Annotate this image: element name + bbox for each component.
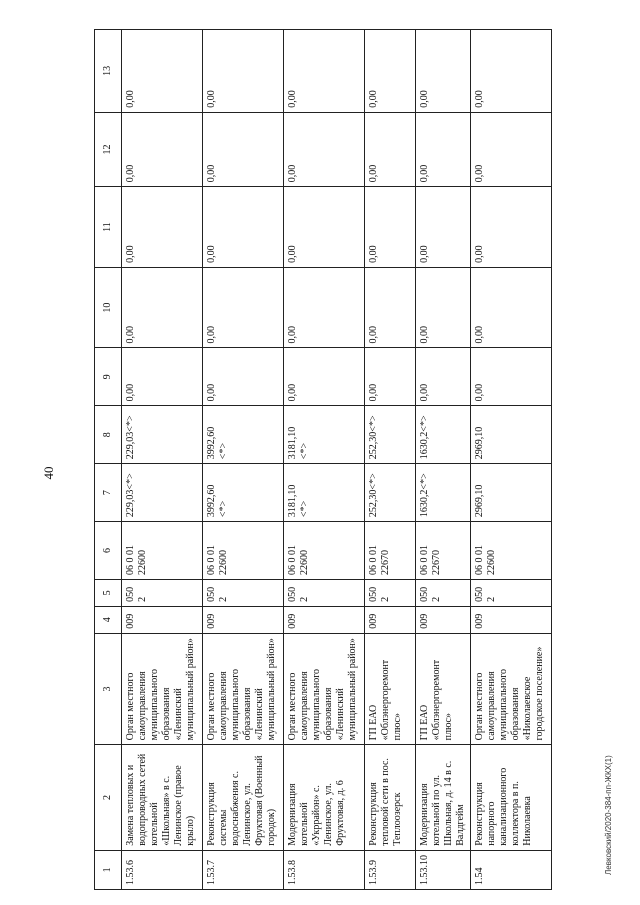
cell-item-number: 1.53.8 [284, 850, 365, 889]
table-row [284, 30, 365, 890]
cell-amount: 0,00 [365, 348, 416, 406]
cell-amount: 0,00 [284, 267, 365, 348]
cell-amount: 0,00 [365, 267, 416, 348]
cell-amount: 3181,10 <*> [284, 406, 365, 464]
cell-amount: 252,30<*> [365, 406, 416, 464]
cell-amount: 2969,10 [471, 464, 552, 522]
cell-amount: 3181,10 <*> [284, 464, 365, 522]
cell-amount: 0,00 [203, 348, 284, 406]
cell-section: 0502 [203, 579, 284, 606]
cell-amount: 0,00 [122, 267, 203, 348]
cell-amount: 0,00 [203, 187, 284, 268]
cell-amount: 0,00 [471, 187, 552, 268]
cell-amount: 0,00 [471, 348, 552, 406]
cell-code: 009 [471, 606, 552, 633]
cell-event-name: Реконструкция тепловой сети в пос. Теплоозерск [365, 745, 416, 850]
column-header: 4 [95, 606, 122, 633]
table-row [416, 30, 471, 890]
cell-amount: 0,00 [203, 112, 284, 186]
cell-code: 009 [203, 606, 284, 633]
cell-section: 0502 [365, 579, 416, 606]
cell-amount: 3992,60 <*> [203, 406, 284, 464]
cell-amount: 0,00 [284, 112, 365, 186]
cell-code: 009 [122, 606, 203, 633]
cell-amount: 1630,2<*> [416, 406, 471, 464]
page-number: 40 [41, 466, 56, 480]
column-header: 9 [95, 348, 122, 406]
cell-amount: 0,00 [416, 348, 471, 406]
table-row [122, 30, 203, 890]
cell-amount: 0,00 [416, 267, 471, 348]
cell-section: 0502 [471, 579, 552, 606]
column-header: 6 [95, 522, 122, 580]
cell-executor: ГП ЕАО «Облэнергоремонт плюс» [365, 633, 416, 745]
column-header: 3 [95, 633, 122, 745]
cell-target-article: 06 0 01 22600 [122, 522, 203, 580]
cell-target-article: 06 0 01 22600 [284, 522, 365, 580]
column-header: 13 [95, 30, 122, 113]
cell-amount: 0,00 [365, 112, 416, 186]
cell-target-article: 06 0 01 22670 [416, 522, 471, 580]
budget-table [94, 29, 552, 890]
cell-executor: ГП ЕАО «Облэнергоремонт плюс» [416, 633, 471, 745]
header-row [95, 30, 122, 890]
cell-amount: 0,00 [416, 30, 471, 113]
cell-code: 009 [365, 606, 416, 633]
cell-code: 009 [284, 606, 365, 633]
cell-event-name: Реконструкция напорного канализационного коллектора в п. Николаевка [471, 745, 552, 850]
column-header: 12 [95, 112, 122, 186]
column-header: 8 [95, 406, 122, 464]
cell-amount: 229,03<*> [122, 464, 203, 522]
cell-event-name: Реконструкция системы водоснабжения с. Ленинское, ул. Фруктовая (Военный городок) [203, 745, 284, 850]
cell-amount: 0,00 [284, 187, 365, 268]
cell-event-name: Модернизация котельной «Укррайон» с. Ленинское, ул. Фруктовая, д. 6 [284, 745, 365, 850]
cell-target-article: 06 0 01 22670 [365, 522, 416, 580]
cell-section: 0502 [284, 579, 365, 606]
cell-amount: 0,00 [365, 30, 416, 113]
cell-item-number: 1.53.9 [365, 850, 416, 889]
cell-amount: 0,00 [284, 30, 365, 113]
column-header: 10 [95, 267, 122, 348]
cell-amount: 0,00 [203, 267, 284, 348]
cell-amount: 0,00 [284, 348, 365, 406]
cell-code: 009 [416, 606, 471, 633]
cell-executor: Орган местного самоуправления муниципального образования «Ленинский муниципальный район» [122, 633, 203, 745]
cell-amount: 0,00 [416, 187, 471, 268]
cell-executor: Орган местного самоуправления муниципального образования «Николаевское городское поселение» [471, 633, 552, 745]
cell-amount: 1630,2<*> [416, 464, 471, 522]
cell-executor: Орган местного самоуправления муниципального образования «Ленинский муниципальный район» [284, 633, 365, 745]
cell-event-name: Замена тепловых и водопроводных сетей котельной «Школьная» в с. Ленинское (правое крыло) [122, 745, 203, 850]
cell-item-number: 1.53.6 [122, 850, 203, 889]
cell-item-number: 1.54 [471, 850, 552, 889]
cell-event-name: Модернизация котельной по ул. Школьная, д. 14 в с. Валдгейм [416, 745, 471, 850]
cell-amount: 0,00 [416, 112, 471, 186]
cell-amount: 0,00 [365, 187, 416, 268]
cell-amount: 0,00 [471, 267, 552, 348]
cell-amount: 0,00 [122, 348, 203, 406]
column-header: 2 [95, 745, 122, 850]
cell-amount: 0,00 [122, 112, 203, 186]
cell-section: 0502 [416, 579, 471, 606]
cell-amount: 252,30<*> [365, 464, 416, 522]
cell-amount: 0,00 [122, 30, 203, 113]
cell-amount: 229,03<*> [122, 406, 203, 464]
cell-amount: 0,00 [471, 112, 552, 186]
cell-amount: 0,00 [471, 30, 552, 113]
column-header: 5 [95, 579, 122, 606]
cell-target-article: 06 0 01 22600 [203, 522, 284, 580]
column-header: 1 [95, 850, 122, 889]
cell-amount: 0,00 [203, 30, 284, 113]
column-header: 11 [95, 187, 122, 268]
cell-section: 0502 [122, 579, 203, 606]
cell-amount: 3992,60 <*> [203, 464, 284, 522]
column-header: 7 [95, 464, 122, 522]
cell-amount: 0,00 [122, 187, 203, 268]
cell-item-number: 1.53.10 [416, 850, 471, 889]
table-row [365, 30, 416, 890]
table-row [471, 30, 552, 890]
table-row [203, 30, 284, 890]
document-reference-code: Левковский/2020-384-пп-ЖКХ(1) [604, 755, 613, 875]
cell-target-article: 06 0 01 22600 [471, 522, 552, 580]
cell-item-number: 1.53.7 [203, 850, 284, 889]
cell-executor: Орган местного самоуправления муниципального образования «Ленинский муниципальный район» [203, 633, 284, 745]
cell-amount: 2969,10 [471, 406, 552, 464]
